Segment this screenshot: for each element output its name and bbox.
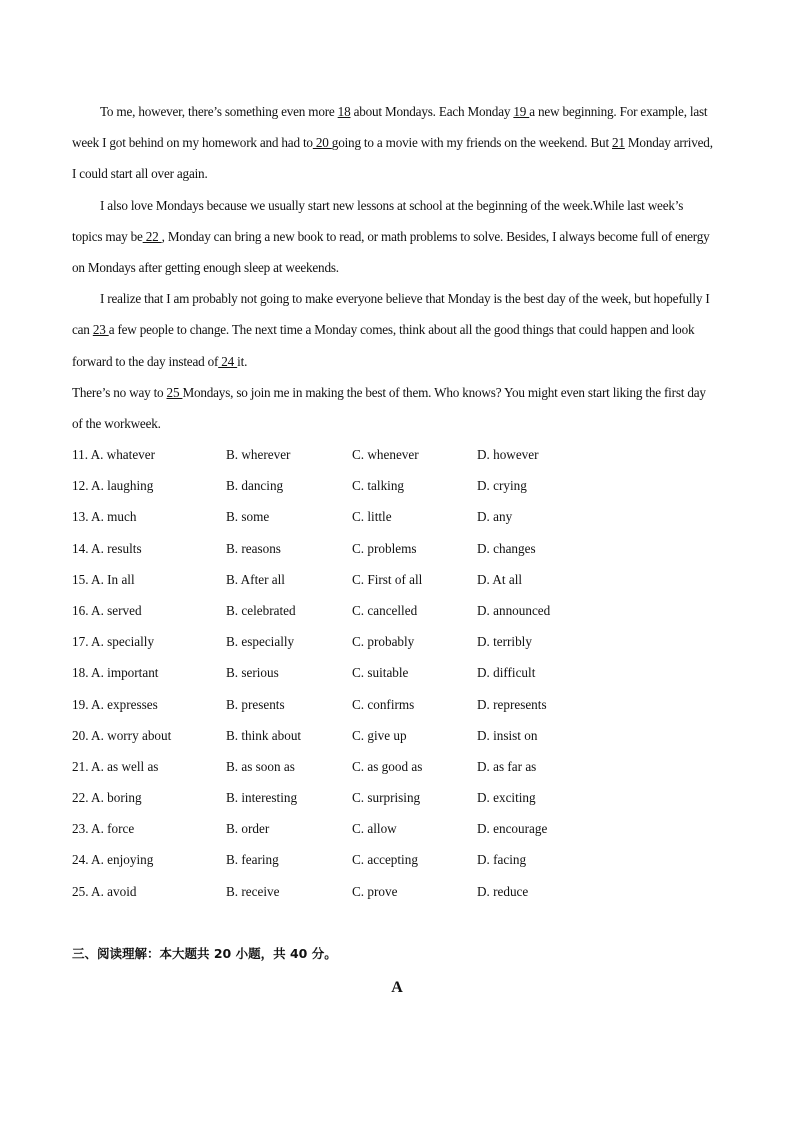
option-d: D. announced [477,602,551,618]
text: I realize that I am probably not going to make everyone believe that Monday is the best day of the week, but hopefully I can [72,291,710,338]
option-c: C. problems [352,540,417,556]
option-d: D. reduce [477,883,529,899]
option-d: D. however [477,447,539,462]
option-a: 13. A. much [72,509,137,525]
option-a: 14. A. results [72,540,142,556]
section-heading: 三、阅读理解：本大题共 20 小题，共 40 分。 [72,946,337,961]
option-b: B. receive [226,883,280,899]
question-row [72,501,712,532]
question-row [72,689,712,720]
option-d: D. At all [477,571,523,587]
option-c: C. talking [352,478,405,494]
option-c: C. probably [352,634,415,650]
option-b: B. wherever [226,447,291,462]
question-row [72,626,712,657]
option-c: C. accepting [352,852,418,868]
question-row [72,595,712,626]
option-d: D. insist on [477,727,538,743]
blank-18: 18 [337,104,351,119]
passage [72,96,714,439]
question-row [72,564,712,595]
blank-25: 25 [166,384,183,400]
part-title: A [391,979,403,996]
option-b: B. serious [226,665,279,681]
option-a: 20. A. worry about [72,727,172,743]
text: about Mondays. Each Monday [350,104,514,119]
text: going to a movie with my friends on the weekend. But [331,135,613,151]
paragraph-3 [72,283,714,377]
text: a few people to change. The next time a Monday comes, think about all the good things that could happen and look forward to the day instead of [72,322,695,369]
option-d: D. facing [477,852,527,868]
option-a: 17. A. specially [72,634,155,650]
option-a: 23. A. force [72,821,135,837]
blank-20: 20 [312,135,332,151]
option-d: D. exciting [477,790,536,806]
question-row [72,533,712,564]
option-b: B. presents [226,696,285,712]
option-c: C. as good as [352,758,423,774]
paragraph-2 [72,190,714,284]
option-b: B. order [226,821,270,837]
option-a: 19. A. expresses [72,696,158,712]
option-a: 24. A. enjoying [72,852,154,868]
text: There’s no way to [72,384,167,400]
option-c: C. allow [352,821,397,837]
option-c: C. cancelled [352,602,418,618]
question-row [72,720,712,751]
option-a: 11. A. whatever [72,447,156,462]
option-c: C. First of all [352,571,423,587]
blank-19: 19 [513,104,530,119]
option-b: B. some [226,509,270,525]
option-d: D. terribly [477,634,532,650]
question-row [72,782,712,813]
option-d: D. changes [477,540,536,556]
paragraph-4 [72,377,714,439]
blank-24: 24 [218,353,238,369]
question-list [72,439,712,907]
text: , Monday can bring a new book to read, or math problems to solve. Besides, I always become full of energy on Mondays after getting enough sleep at weekends. [72,228,710,276]
option-b: B. especially [226,634,295,650]
option-c: C. give up [352,727,407,743]
option-a: 25. A. avoid [72,883,137,899]
text: a new beginning. For example, last week I got behind on my homework and had to [72,104,708,151]
text: I also love Mondays because we usually start new lessons at school at the beginning of the week.While last week’s topics may be [72,197,684,244]
option-c: C. little [352,509,392,525]
option-b: B. fearing [226,852,279,868]
question-row [72,439,712,470]
option-c: C. confirms [352,696,415,712]
option-d: D. as far as [477,758,537,774]
option-a: 21. A. as well as [72,758,159,774]
option-b: B. reasons [226,540,281,556]
option-c: C. surprising [352,790,421,806]
option-a: 18. A. important [72,665,159,681]
question-row [72,657,712,688]
text: it. [237,353,248,369]
option-a: 12. A. laughing [72,478,154,494]
blank-21: 21 [612,135,625,151]
option-a: 15. A. In all [72,571,135,587]
option-d: D. crying [477,478,527,494]
option-b: B. interesting [226,790,298,806]
option-b: B. as soon as [226,758,295,774]
option-d: D. any [477,509,513,525]
option-b: B. dancing [226,478,284,494]
blank-23: 23 [92,322,109,338]
option-d: D. represents [477,696,547,712]
question-row [72,751,712,782]
text: Monday arrived, I could start all over again. [72,135,713,182]
option-c: C. prove [352,883,398,899]
option-b: B. think about [226,727,302,743]
option-c: C. whenever [352,447,419,462]
text: To me, however, there’s something even more [100,104,338,119]
option-a: 22. A. boring [72,790,142,806]
blank-22: 22 [142,228,162,244]
text: Mondays, so join me in making the best of them. Who knows? You might even start liking the first day of the workweek. [72,384,706,432]
question-row [72,844,712,875]
question-row [72,813,712,844]
option-d: D. encourage [477,821,548,837]
option-b: B. celebrated [226,602,296,618]
question-row [72,470,712,501]
question-row [72,876,712,907]
option-b: B. After all [226,571,285,587]
option-a: 16. A. served [72,602,142,618]
option-d: D. difficult [477,665,536,681]
paragraph-1 [72,96,714,190]
option-c: C. suitable [352,665,409,681]
